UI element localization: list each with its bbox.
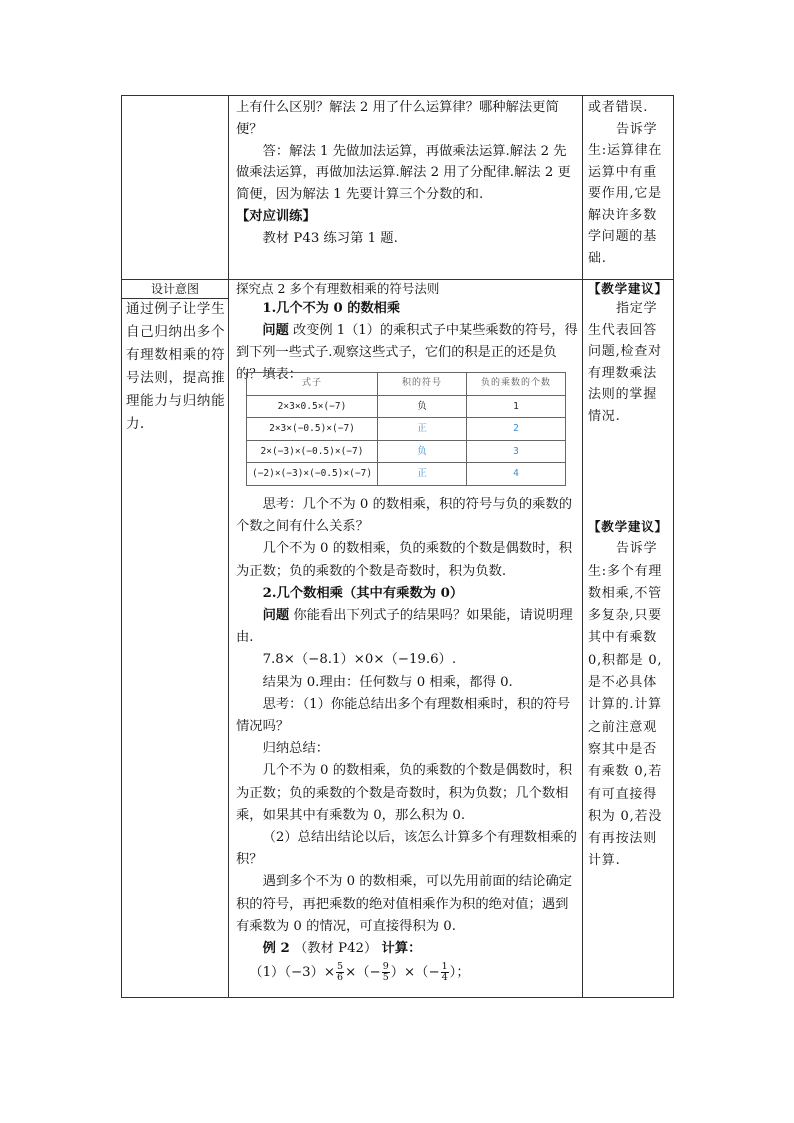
text-line: 教材 P43 练习第 1 题. xyxy=(262,230,398,246)
main-content-cell xyxy=(236,280,578,998)
text-line: 运算中有重 xyxy=(588,164,658,180)
text-line: 问题,检查对 xyxy=(588,344,662,359)
text-line: 生:运算律在 xyxy=(588,143,663,158)
think-1: 思考：几个不为 0 的数相乘，积的符号与负的乘数的个数之间有什么关系？ xyxy=(236,497,573,535)
table-cell-count: 1 xyxy=(467,395,566,418)
math-text: ×（− xyxy=(345,965,381,981)
text-line: 0,积都是 0, xyxy=(588,652,663,668)
table-header: 负的乘数的个数 xyxy=(467,373,566,396)
math-text: （1）（−3）× xyxy=(249,965,336,981)
text-line: 告诉学 xyxy=(616,121,658,137)
text-line: 法则的掌握 xyxy=(588,387,658,402)
text-line: 答：解法 1 先做加法运算，再做乘法运算.解法 2 先 xyxy=(262,143,567,159)
text-line: 简便，因为解法 1 先要计算三个分数的和. xyxy=(236,187,484,203)
math-text: ）×（− xyxy=(390,965,440,981)
table-row xyxy=(247,440,566,463)
example-action: 计算： xyxy=(381,941,422,957)
fraction xyxy=(336,962,344,983)
text-line: 之前注意观 xyxy=(588,719,658,735)
expression: 7.8×（−8.1）×0×（−19.6）. xyxy=(262,652,457,668)
example-ref: （教材 P42） xyxy=(294,941,378,957)
answer-3: 遇到多个不为 0 的数相乘，可以先用前面的结论确定积的符号，再把乘数的绝对值相乘作为积的绝对值；遇到有乘数为 0 的情况，可直接得积为 0. xyxy=(236,874,573,934)
text-line: 计算的.计算 xyxy=(588,697,662,713)
table-cell-count: 4 xyxy=(467,463,566,486)
table-row xyxy=(247,395,566,418)
text-line: 情况. xyxy=(588,408,621,424)
text-line: 生代表回答 xyxy=(588,322,658,338)
teaching-advice-title: 【教学建议】 xyxy=(588,519,668,534)
text-line: 解决许多数 xyxy=(588,207,658,223)
text-line: 上有什么区别？解法 2 用了什么运算律？哪种解法更简 xyxy=(236,100,559,115)
top-right-cell xyxy=(588,97,670,269)
right-notes-block-1 xyxy=(588,280,670,427)
table-header: 式子 xyxy=(247,373,378,396)
text-line: 础. xyxy=(588,250,607,266)
column-divider-left xyxy=(228,96,229,997)
think-2: 思考：（1）你能总结出多个有理数相乘时，积的符号情况吗？ xyxy=(236,696,571,735)
math-text: ）； xyxy=(449,965,470,981)
table-cell-sign: 负 xyxy=(378,440,467,463)
problem-label: 问题 xyxy=(262,608,290,624)
summary-label: 归纳总结： xyxy=(262,741,330,757)
example-2-heading xyxy=(236,938,578,960)
numerator: 1 xyxy=(441,961,448,973)
table-cell-expression: 2×(−3)×(−0.5)×(−7) xyxy=(247,440,378,463)
numerator: 9 xyxy=(382,961,389,973)
text-line: 有再按法则 xyxy=(588,831,658,847)
example-2-item-1 xyxy=(236,962,578,984)
table-cell-expression: 2×3×(−0.5)×(−7) xyxy=(247,418,378,441)
sign-table xyxy=(246,372,566,486)
text-line: 做乘法运算，再做加法运算.解法 2 用了分配律.解法 2 更 xyxy=(236,165,571,181)
text-line: 有可直接得 xyxy=(588,786,658,802)
section-label-training: 【对应训练】 xyxy=(236,208,316,224)
table-header-row xyxy=(247,373,566,396)
table-cell-sign: 正 xyxy=(378,463,467,486)
fraction xyxy=(382,962,390,983)
table-cell-sign: 正 xyxy=(378,418,467,441)
table-cell-count: 3 xyxy=(467,440,566,463)
table-cell-expression: 2×3×0.5×(−7) xyxy=(247,395,378,418)
answer-1: 几个不为 0 的数相乘，负的乘数的个数是偶数时，积为正数；负的乘数的个数是奇数时，积为负数. xyxy=(236,541,573,579)
fraction xyxy=(441,962,449,983)
subsection-2-title: 2.几个数相乘（其中有乘数为 0） xyxy=(262,585,464,601)
text-line: 便？ xyxy=(236,121,263,137)
right-notes-block-2 xyxy=(588,516,670,873)
text-line: 数相乘,不管 xyxy=(588,585,662,601)
text-line: 有理数乘法 xyxy=(588,365,658,381)
text-line: 生:多个有理 xyxy=(588,563,663,579)
result-text: 结果为 0.理由：任何数与 0 相乘，都得 0. xyxy=(262,674,513,690)
denominator: 4 xyxy=(441,972,448,984)
table-cell-expression: (−2)×(−3)×(−0.5)×(−7) xyxy=(247,463,378,486)
teaching-advice-title: 【教学建议】 xyxy=(588,281,668,296)
denominator: 6 xyxy=(337,972,344,984)
numerator: 5 xyxy=(337,961,344,973)
lesson-plan-table xyxy=(121,95,674,998)
problem-text: 改变例 1（1）的乘积式子中某些乘数的符号，得到下列一些式子.观察这些式子，它们的积是正的还是负的？填表： xyxy=(236,322,578,382)
text-line: 要作用,它是 xyxy=(588,186,662,201)
example-label: 例 2 xyxy=(262,941,290,957)
text-line: 多复杂,只要 xyxy=(588,608,662,624)
column-divider-right xyxy=(582,96,583,997)
design-intent-text: 通过例子让学生自己归纳出多个有理数相乘的符号法则，提高推理能力与归纳能力. xyxy=(126,301,225,432)
text-line: 指定学 xyxy=(616,301,658,316)
top-middle-cell xyxy=(236,97,576,250)
text-line: 计算. xyxy=(588,853,621,869)
text-line: 积为 0,若没 xyxy=(588,808,663,824)
summary-text: 几个不为 0 的数相乘，负的乘数的个数是偶数时，积为正数；负的乘数的个数是奇数时，积为负数；几个数相乘，如果其中有乘数为 0，那么积为 0. xyxy=(236,763,573,823)
table-cell-sign: 负 xyxy=(378,395,467,418)
text-line: 或者错误. xyxy=(588,100,649,115)
text-line: 学问题的基 xyxy=(588,229,658,244)
table-cell-count: 2 xyxy=(467,418,566,441)
text-line: 其中有乘数 xyxy=(588,630,658,646)
subsection-1-title: 1.几个不为 0 的数相乘 xyxy=(262,301,401,316)
design-intent-header: 设计意图 xyxy=(150,282,199,296)
text-line: 察其中是否 xyxy=(588,741,658,757)
text-line: 告诉学 xyxy=(616,541,658,557)
problem-label: 问题 xyxy=(262,322,289,338)
think-3: （2）总结出结论以后，该怎么计算多个有理数相乘的积？ xyxy=(236,830,577,868)
main-lower-block xyxy=(236,494,578,984)
text-line: 有乘数 0,若 xyxy=(588,764,663,780)
denominator: 5 xyxy=(382,972,389,984)
table-row xyxy=(247,418,566,441)
section-title: 探究点 2 多个有理数相乘的符号法则 xyxy=(236,281,440,296)
table-header: 积的符号 xyxy=(378,373,467,396)
table-row xyxy=(247,463,566,486)
text-line: 是不必具体 xyxy=(588,675,658,691)
problem-text: 你能看出下列式子的结果吗？如果能，请说明理由. xyxy=(236,608,573,646)
problem-2 xyxy=(236,605,578,649)
